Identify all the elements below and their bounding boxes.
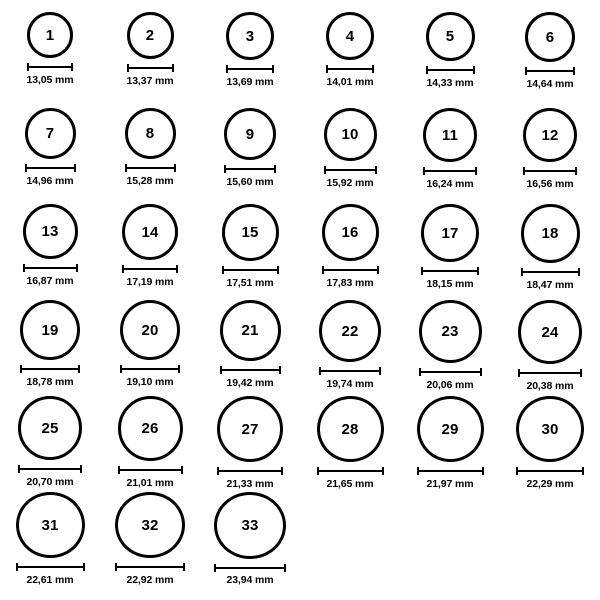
ring-size-cell xyxy=(100,490,200,586)
measure-tick-left xyxy=(419,368,421,376)
ring-size-cell xyxy=(400,10,500,106)
diameter-value: 18,78 mm xyxy=(26,376,74,388)
ring-circle xyxy=(421,204,479,262)
ring-size-cell xyxy=(500,394,600,490)
ring-size-cell xyxy=(200,490,300,586)
measure-tick-right xyxy=(580,369,582,377)
measure-line xyxy=(16,566,85,568)
ring-size-cell xyxy=(500,298,600,394)
ring-size-label: 31 xyxy=(41,516,59,534)
diameter-value: 19,10 mm xyxy=(126,376,174,388)
ring-size-label: 23 xyxy=(441,323,459,340)
ring-size-cell xyxy=(300,202,400,298)
measure-tick-right xyxy=(274,165,276,173)
measure-tick-left xyxy=(18,465,20,473)
measure-tick-left xyxy=(317,467,319,475)
diameter-measure-bar xyxy=(16,563,85,571)
measure-tick-right xyxy=(480,368,482,376)
measure-tick-left xyxy=(518,369,520,377)
ring-size-cell xyxy=(100,298,200,394)
ring-size-cell xyxy=(400,202,500,298)
diameter-value: 14,33 mm xyxy=(426,77,474,89)
measure-line xyxy=(125,167,176,169)
ring-size-label: 15 xyxy=(241,224,259,241)
ring-circle xyxy=(322,204,379,261)
ring-circle xyxy=(226,12,274,60)
measure-line xyxy=(222,269,279,271)
measure-line xyxy=(220,369,281,371)
diameter-measure-bar xyxy=(214,564,286,571)
measure-line xyxy=(23,267,78,269)
diameter-measure-bar xyxy=(222,266,279,274)
ring-size-label: 12 xyxy=(541,126,559,144)
diameter-measure-bar xyxy=(224,165,276,173)
measure-tick-left xyxy=(521,268,523,276)
ring-size-cell xyxy=(300,10,400,106)
measure-tick-left xyxy=(226,65,228,73)
measure-line xyxy=(417,470,484,472)
diameter-value: 20,06 mm xyxy=(426,379,474,391)
ring-size-cell xyxy=(100,10,200,106)
measure-line xyxy=(322,269,379,271)
measure-tick-left xyxy=(222,266,224,274)
measure-line xyxy=(423,170,477,172)
diameter-measure-bar xyxy=(521,268,580,276)
measure-tick-right xyxy=(372,65,374,73)
measure-line xyxy=(118,469,183,471)
ring-size-label: 25 xyxy=(41,419,59,437)
ring-size-cell xyxy=(100,106,200,202)
ring-size-label: 14 xyxy=(141,223,159,241)
ring-size-label: 4 xyxy=(345,27,355,45)
diameter-value: 16,87 mm xyxy=(26,275,74,287)
diameter-value: 21,97 mm xyxy=(426,478,474,490)
measure-tick-right xyxy=(76,264,78,272)
ring-circle xyxy=(214,492,286,559)
diameter-measure-bar xyxy=(25,164,76,172)
diameter-value: 21,65 mm xyxy=(326,478,374,490)
ring-size-label: 2 xyxy=(145,27,155,44)
measure-tick-right xyxy=(172,64,174,72)
diameter-value: 18,47 mm xyxy=(526,279,574,291)
ring-circle xyxy=(417,396,484,462)
measure-tick-left xyxy=(516,467,518,475)
ring-size-cell xyxy=(0,202,100,298)
measure-line xyxy=(25,167,76,169)
ring-circle xyxy=(25,108,76,159)
diameter-measure-bar xyxy=(317,467,384,475)
diameter-measure-bar xyxy=(319,367,381,375)
measure-tick-left xyxy=(214,564,216,572)
measure-tick-right xyxy=(183,563,185,571)
diameter-measure-bar xyxy=(118,466,183,474)
measure-tick-left xyxy=(423,167,425,175)
diameter-value: 18,15 mm xyxy=(426,278,474,290)
ring-size-cell xyxy=(100,202,200,298)
measure-line xyxy=(518,372,582,374)
diameter-measure-bar xyxy=(18,465,82,473)
ring-circle xyxy=(319,300,381,362)
measure-tick-left xyxy=(23,264,25,272)
measure-tick-left xyxy=(27,63,29,71)
ring-size-cell xyxy=(0,490,100,586)
measure-tick-left xyxy=(322,266,324,274)
ring-size-label: 5 xyxy=(445,28,455,45)
diameter-measure-bar xyxy=(417,467,484,475)
measure-line xyxy=(419,371,482,373)
measure-tick-left xyxy=(122,265,124,273)
ring-circle xyxy=(523,108,577,162)
ring-size-label: 16 xyxy=(341,224,359,241)
measure-tick-right xyxy=(575,167,577,175)
diameter-measure-bar xyxy=(217,467,283,475)
measure-tick-right xyxy=(74,164,76,172)
ring-circle xyxy=(222,204,279,261)
measure-tick-right xyxy=(477,267,479,275)
diameter-value: 14,64 mm xyxy=(526,78,574,90)
measure-tick-left xyxy=(115,563,117,571)
diameter-measure-bar xyxy=(122,265,178,273)
measure-line xyxy=(226,68,274,70)
ring-circle xyxy=(423,108,477,162)
measure-line xyxy=(516,470,584,472)
diameter-value: 13,37 mm xyxy=(126,75,174,87)
measure-tick-right xyxy=(473,66,475,74)
diameter-value: 21,33 mm xyxy=(226,478,274,490)
ring-size-cell xyxy=(200,106,300,202)
diameter-value: 16,24 mm xyxy=(426,178,474,190)
measure-tick-left xyxy=(125,164,127,172)
measure-tick-right xyxy=(377,266,379,274)
diameter-value: 14,96 mm xyxy=(26,175,74,187)
diameter-measure-bar xyxy=(324,166,377,174)
ring-circle xyxy=(122,204,178,260)
diameter-value: 13,69 mm xyxy=(226,76,274,88)
measure-line xyxy=(20,368,80,370)
measure-tick-right xyxy=(375,166,377,174)
ring-size-cell xyxy=(200,202,300,298)
diameter-value: 21,01 mm xyxy=(126,477,174,489)
diameter-measure-bar xyxy=(518,369,582,377)
measure-line xyxy=(319,370,381,372)
diameter-measure-bar xyxy=(23,264,78,272)
ring-size-cell xyxy=(100,394,200,490)
measure-tick-right xyxy=(382,467,384,475)
diameter-measure-bar xyxy=(525,67,575,75)
diameter-value: 17,83 mm xyxy=(326,277,374,289)
ring-size-label: 29 xyxy=(441,420,459,438)
measure-tick-left xyxy=(324,166,326,174)
measure-tick-left xyxy=(220,366,222,374)
measure-line xyxy=(317,470,384,472)
measure-tick-right xyxy=(83,563,85,571)
ring-size-cell xyxy=(200,394,300,490)
measure-tick-right xyxy=(279,366,281,374)
diameter-value: 15,92 mm xyxy=(326,177,374,189)
diameter-measure-bar xyxy=(426,66,475,74)
diameter-value: 22,29 mm xyxy=(526,478,574,490)
measure-line xyxy=(224,168,276,170)
ring-size-cell xyxy=(0,10,100,106)
ring-size-label: 33 xyxy=(241,516,259,534)
ring-size-label: 11 xyxy=(441,126,459,144)
diameter-measure-bar xyxy=(326,65,374,73)
ring-size-label: 3 xyxy=(245,27,255,45)
measure-tick-left xyxy=(525,67,527,75)
measure-tick-right xyxy=(176,265,178,273)
diameter-measure-bar xyxy=(120,365,180,373)
measure-line xyxy=(120,368,180,370)
ring-circle xyxy=(27,12,73,58)
measure-tick-right xyxy=(582,467,584,475)
ring-size-label: 28 xyxy=(341,420,359,438)
ring-circle xyxy=(525,12,575,62)
diameter-value: 15,60 mm xyxy=(226,176,274,188)
measure-line xyxy=(122,268,178,270)
diameter-value: 20,38 mm xyxy=(526,380,574,392)
measure-line xyxy=(326,68,374,70)
measure-tick-left xyxy=(426,66,428,74)
measure-line xyxy=(217,470,283,472)
measure-tick-right xyxy=(71,63,73,71)
ring-circle xyxy=(118,396,183,461)
ring-size-cell xyxy=(0,394,100,490)
ring-size-label: 22 xyxy=(341,322,359,340)
measure-tick-left xyxy=(25,164,27,172)
diameter-value: 14,01 mm xyxy=(326,76,374,88)
ring-size-label: 1 xyxy=(45,26,55,44)
measure-tick-right xyxy=(181,466,183,474)
diameter-measure-bar xyxy=(115,563,185,571)
measure-tick-right xyxy=(475,167,477,175)
measure-line xyxy=(27,66,73,68)
measure-tick-left xyxy=(127,64,129,72)
ring-size-cell xyxy=(500,106,600,202)
ring-size-label: 21 xyxy=(241,322,259,339)
measure-line xyxy=(521,271,580,273)
measure-tick-right xyxy=(284,564,286,572)
measure-tick-right xyxy=(277,266,279,274)
ring-size-cell xyxy=(200,298,300,394)
ring-size-label: 19 xyxy=(41,321,59,339)
measure-tick-left xyxy=(319,367,321,375)
ring-size-cell xyxy=(0,298,100,394)
measure-tick-left xyxy=(120,365,122,373)
diameter-measure-bar xyxy=(20,365,80,373)
ring-circle xyxy=(18,396,82,460)
ring-size-label: 17 xyxy=(441,224,459,242)
diameter-value: 23,94 mm xyxy=(226,574,274,586)
ring-size-cell xyxy=(300,298,400,394)
ring-size-label: 10 xyxy=(341,126,359,143)
measure-tick-right xyxy=(379,367,381,375)
ring-size-cell xyxy=(400,298,500,394)
measure-line xyxy=(426,69,475,71)
measure-tick-right xyxy=(482,467,484,475)
ring-circle xyxy=(115,492,185,558)
ring-size-cell xyxy=(500,10,600,106)
ring-circle xyxy=(426,12,475,61)
measure-tick-left xyxy=(118,466,120,474)
diameter-value: 22,61 mm xyxy=(26,574,74,586)
diameter-measure-bar xyxy=(27,63,73,71)
measure-line xyxy=(523,170,577,172)
measure-tick-left xyxy=(523,167,525,175)
measure-tick-left xyxy=(20,365,22,373)
measure-tick-left xyxy=(421,267,423,275)
ring-circle xyxy=(419,300,482,363)
diameter-measure-bar xyxy=(125,164,176,172)
ring-circle xyxy=(217,396,283,462)
ring-size-label: 24 xyxy=(541,323,559,341)
ring-size-label: 27 xyxy=(241,420,259,438)
ring-size-cell xyxy=(400,394,500,490)
measure-tick-right xyxy=(80,465,82,473)
ring-size-cell xyxy=(400,106,500,202)
diameter-measure-bar xyxy=(322,266,379,274)
diameter-measure-bar xyxy=(127,64,174,72)
measure-line xyxy=(525,70,575,72)
measure-tick-right xyxy=(578,268,580,276)
ring-circle xyxy=(16,492,85,558)
ring-circle xyxy=(521,204,580,263)
measure-tick-left xyxy=(16,563,18,571)
measure-tick-right xyxy=(573,67,575,75)
measure-tick-right xyxy=(78,365,80,373)
measure-line xyxy=(421,270,479,272)
measure-line xyxy=(324,169,377,171)
ring-circle xyxy=(224,108,276,160)
measure-line xyxy=(214,567,286,569)
ring-size-label: 18 xyxy=(541,225,559,242)
ring-size-label: 6 xyxy=(545,28,555,46)
diameter-value: 19,74 mm xyxy=(326,378,374,390)
measure-tick-left xyxy=(217,467,219,475)
ring-circle xyxy=(127,12,174,59)
ring-size-label: 20 xyxy=(141,321,159,339)
ring-circle xyxy=(326,12,374,60)
diameter-measure-bar xyxy=(220,366,281,374)
diameter-measure-bar xyxy=(516,467,584,475)
ring-circle xyxy=(125,108,176,159)
ring-size-label: 8 xyxy=(145,125,155,142)
diameter-value: 17,51 mm xyxy=(226,277,274,289)
diameter-value: 19,42 mm xyxy=(226,377,274,389)
ring-size-label: 26 xyxy=(141,420,159,437)
diameter-measure-bar xyxy=(423,167,477,175)
ring-size-label: 32 xyxy=(141,516,159,534)
measure-tick-right xyxy=(281,467,283,475)
ring-circle xyxy=(20,300,80,360)
ring-circle xyxy=(317,396,384,462)
ring-size-cell xyxy=(200,10,300,106)
measure-tick-left xyxy=(417,467,419,475)
ring-circle xyxy=(23,204,78,259)
ring-size-cell xyxy=(300,106,400,202)
diameter-value: 17,19 mm xyxy=(126,276,174,288)
ring-size-label: 9 xyxy=(245,125,255,143)
diameter-measure-bar xyxy=(419,368,482,376)
measure-tick-right xyxy=(272,65,274,73)
ring-size-label: 30 xyxy=(541,420,559,438)
ring-size-label: 13 xyxy=(41,223,59,240)
measure-tick-left xyxy=(326,65,328,73)
ring-size-cell xyxy=(500,202,600,298)
measure-line xyxy=(18,468,82,470)
ring-circle xyxy=(518,300,582,364)
measure-tick-right xyxy=(178,365,180,373)
ring-circle xyxy=(516,396,584,462)
diameter-value: 20,70 mm xyxy=(26,476,74,488)
diameter-measure-bar xyxy=(226,65,274,73)
diameter-measure-bar xyxy=(421,267,479,275)
diameter-measure-bar xyxy=(523,167,577,175)
ring-size-label: 7 xyxy=(45,125,55,142)
diameter-value: 13,05 mm xyxy=(26,74,74,86)
ring-size-cell xyxy=(0,106,100,202)
diameter-value: 16,56 mm xyxy=(526,178,574,190)
measure-line xyxy=(127,67,174,69)
diameter-value: 22,92 mm xyxy=(126,574,174,586)
measure-line xyxy=(115,566,185,568)
measure-tick-right xyxy=(174,164,176,172)
ring-circle xyxy=(324,108,377,161)
measure-tick-left xyxy=(224,165,226,173)
ring-circle xyxy=(120,300,180,360)
ring-size-cell xyxy=(300,394,400,490)
ring-circle xyxy=(220,300,281,361)
diameter-value: 15,28 mm xyxy=(126,175,174,187)
